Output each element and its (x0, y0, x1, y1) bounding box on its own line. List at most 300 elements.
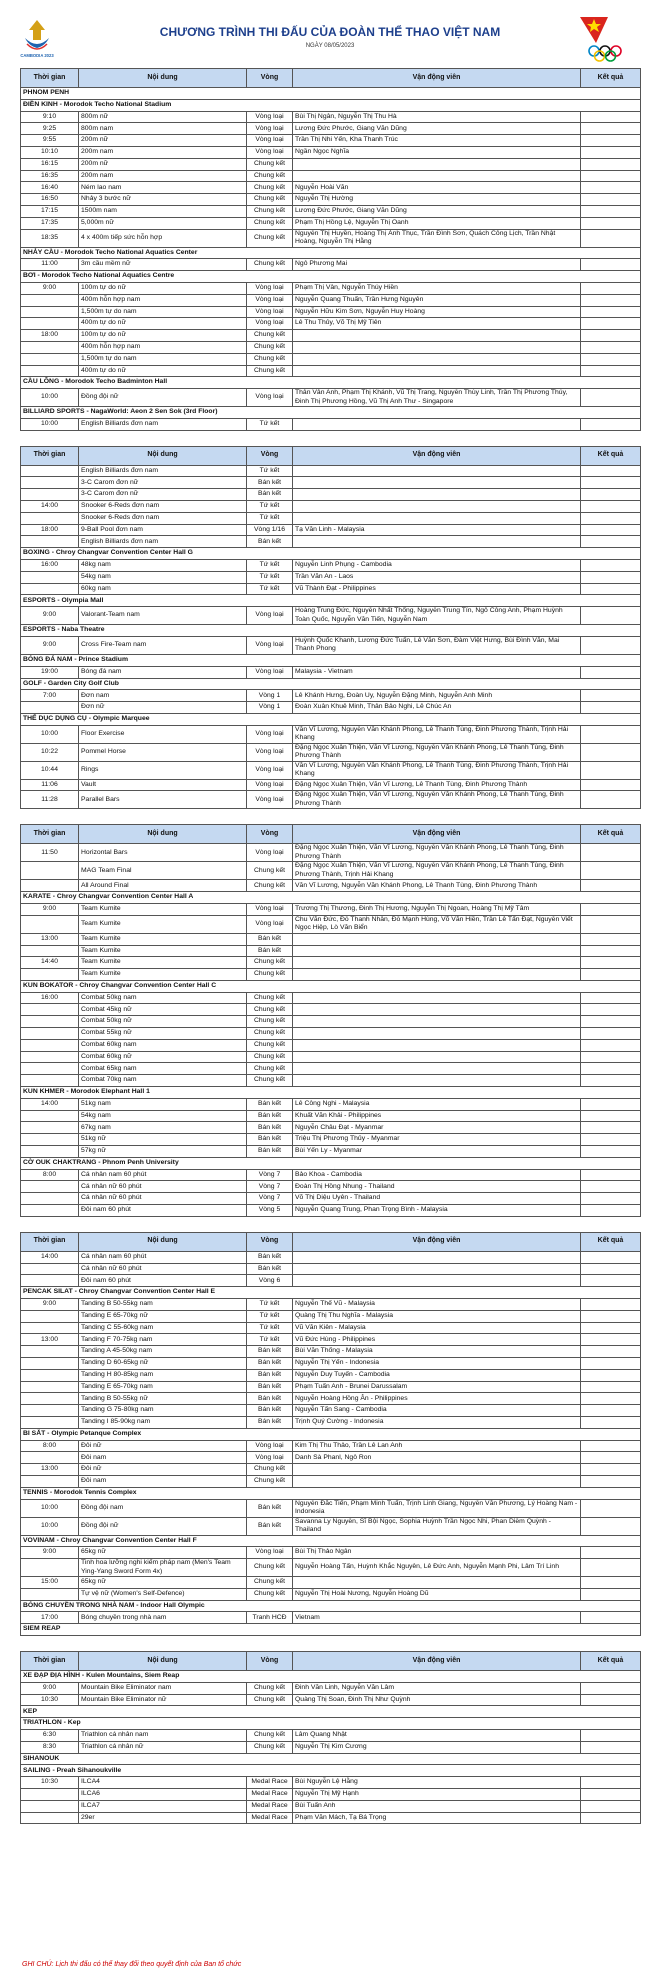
round-cell: Chung kết (247, 1063, 293, 1075)
time-cell: 18:35 (21, 229, 79, 247)
result-cell (581, 1275, 641, 1287)
result-cell (581, 1322, 641, 1334)
round-cell: Vòng loại (247, 725, 293, 743)
event-cell: 200m nữ (79, 158, 247, 170)
athletes-cell: Bùi Văn Thống - Malaysia (293, 1346, 581, 1358)
result-cell (581, 583, 641, 595)
event-cell: 29er (79, 1812, 247, 1824)
time-cell: 9:00 (21, 903, 79, 915)
event-cell: 5,000m nữ (79, 217, 247, 229)
event-cell: Tanding B 50-55kg nam (79, 1299, 247, 1311)
result-cell (581, 229, 641, 247)
round-cell: Chung kết (247, 1559, 293, 1577)
athletes-cell: Trương Thị Thương, Đinh Thị Hương, Nguyễn Thị Ngoan, Hoàng Thị Mỹ Tâm (293, 903, 581, 915)
region-heading (21, 1706, 641, 1718)
table-row (21, 636, 641, 654)
table-row (21, 123, 641, 135)
event-cell: Parallel Bars (79, 791, 247, 809)
time-cell (21, 945, 79, 957)
time-cell: 9:00 (21, 1682, 79, 1694)
round-cell: Chung kết (247, 1075, 293, 1087)
table-row (21, 111, 641, 123)
time-cell: 8:30 (21, 1741, 79, 1753)
round-cell: Bán kết (247, 1517, 293, 1535)
table-row (21, 524, 641, 536)
round-cell: Bán kết (247, 1416, 293, 1428)
result-cell (581, 1440, 641, 1452)
athletes-cell: Lương Đức Phước, Giang Văn Dũng (293, 205, 581, 217)
time-cell (21, 353, 79, 365)
athletes-cell: Tạ Văn Linh - Malaysia (293, 524, 581, 536)
event-cell: Combat 60kg nữ (79, 1051, 247, 1063)
result-cell (581, 1063, 641, 1075)
result-cell (581, 182, 641, 194)
athletes-cell: Đinh Văn Linh, Nguyễn Văn Lâm (293, 1682, 581, 1694)
event-cell: Combat 50kg nam (79, 992, 247, 1004)
time-cell (21, 1452, 79, 1464)
result-cell (581, 477, 641, 489)
event-cell: 3m cầu mềm nữ (79, 259, 247, 271)
athletes-cell: Khuất Văn Khải - Philippines (293, 1110, 581, 1122)
result-cell (581, 194, 641, 206)
athletes-cell: Nguyễn Duy Tuyến - Cambodia (293, 1369, 581, 1381)
section-label: CẦU LÔNG - Morodok Techo Badminton Hall (21, 377, 641, 389)
event-cell: ILCA6 (79, 1789, 247, 1801)
table-row (21, 1016, 641, 1028)
time-cell (21, 1416, 79, 1428)
event-cell: 400m tự do nữ (79, 318, 247, 330)
venue-heading (21, 1157, 641, 1169)
result-cell (581, 666, 641, 678)
athletes-cell (293, 1016, 581, 1028)
column-header: Kết quả (581, 446, 641, 465)
table-row (21, 1416, 641, 1428)
result-cell (581, 1205, 641, 1217)
table-row (21, 1322, 641, 1334)
athletes-cell (293, 1577, 581, 1589)
event-cell: 200m nam (79, 170, 247, 182)
round-cell: Chung kết (247, 992, 293, 1004)
round-cell: Bán kết (247, 1369, 293, 1381)
athletes-cell: Nguyễn Đắc Tiến, Phạm Minh Tuấn, Trịnh Linh Giang, Nguyễn Văn Phương, Lý Hoàng Nam - Indonesia (293, 1499, 581, 1517)
event-cell: 200m nữ (79, 135, 247, 147)
round-cell: Tứ kết (247, 1322, 293, 1334)
round-cell: Chung kết (247, 957, 293, 969)
venue-heading (21, 377, 641, 389)
table-row (21, 1612, 641, 1624)
round-cell: Vòng 5 (247, 1205, 293, 1217)
table-row (21, 294, 641, 306)
table-row (21, 353, 641, 365)
column-header: Vòng (247, 446, 293, 465)
event-cell: English Billiards đơn nam (79, 418, 247, 430)
table-row (21, 583, 641, 595)
time-cell: 15:00 (21, 1577, 79, 1589)
result-cell (581, 880, 641, 892)
table-row (21, 862, 641, 880)
athletes-cell (293, 1039, 581, 1051)
athletes-cell: Đặng Ngọc Xuân Thiện, Văn Vĩ Lương, Lê Thanh Tùng, Đinh Phương Thành (293, 779, 581, 791)
athletes-cell: Nguyễn Hoài Văn (293, 182, 581, 194)
column-header: Thời gian (21, 1232, 79, 1251)
event-cell: Valorant-Team nam (79, 607, 247, 625)
event-cell: Snooker 6-Reds đơn nam (79, 501, 247, 513)
event-cell: Triathlon cá nhân nữ (79, 1741, 247, 1753)
table-row (21, 690, 641, 702)
athletes-cell (293, 957, 581, 969)
result-cell (581, 933, 641, 945)
column-header: Thời gian (21, 1652, 79, 1671)
round-cell: Tứ kết (247, 571, 293, 583)
result-cell (581, 1452, 641, 1464)
round-cell: Chung kết (247, 1682, 293, 1694)
time-cell (21, 1028, 79, 1040)
event-cell: Đơn nữ (79, 702, 247, 714)
sea-games-logo-icon (19, 16, 55, 64)
table-row (21, 969, 641, 981)
time-cell (21, 341, 79, 353)
athletes-cell: Thân Vân Anh, Phạm Thị Khánh, Vũ Thị Trang, Nguyễn Thùy Linh, Trần Thị Phương Thúy, Đinh Thị Phương Hồng, Vũ Thị Anh Thư - Singapore (293, 389, 581, 407)
section-label: SIHANOUK (21, 1753, 641, 1765)
event-cell: Cá nhân nam 60 phút (79, 1251, 247, 1263)
result-cell (581, 1263, 641, 1275)
footer-note: GHI CHÚ: Lịch thi đấu có thể thay đổi theo quyết định của Ban tổ chức (22, 1961, 242, 1968)
round-cell: Bán kết (247, 489, 293, 501)
venue-heading (21, 595, 641, 607)
section-label: BILLIARD SPORTS - NagaWorld: Aeon 2 Sen Sok (3rd Floor) (21, 407, 641, 419)
section-label: TENNIS - Morodok Tennis Complex (21, 1487, 641, 1499)
table-row (21, 1075, 641, 1087)
section-label: KUN KHMER - Morodok Elephant Hall 1 (21, 1087, 641, 1099)
athletes-cell: Bùi Thị Ngân, Nguyễn Thị Thu Hà (293, 111, 581, 123)
time-cell (21, 1063, 79, 1075)
section-label: NHẢY CẦU - Morodok Techo National Aquatics Center (21, 247, 641, 259)
time-cell: 16:15 (21, 158, 79, 170)
athletes-cell: Đoàn Thị Hồng Nhung - Thailand (293, 1181, 581, 1193)
table-row (21, 489, 641, 501)
time-cell: 10:00 (21, 725, 79, 743)
venue-heading (21, 1087, 641, 1099)
olympic-flag-logo-icon (574, 15, 634, 65)
result-cell (581, 1577, 641, 1589)
table-row (21, 957, 641, 969)
table-row (21, 365, 641, 377)
section-label: BOXING - Chroy Changvar Convention Center Hall G (21, 548, 641, 560)
round-cell: Vòng 6 (247, 1275, 293, 1287)
event-cell: 54kg nam (79, 571, 247, 583)
table-row (21, 205, 641, 217)
event-cell: 9-Ball Pool đơn nam (79, 524, 247, 536)
time-cell: 10:30 (21, 1694, 79, 1706)
athletes-cell (293, 1275, 581, 1287)
section-label: PHNOM PENH (21, 88, 641, 100)
time-cell (21, 489, 79, 501)
athletes-cell: Nguyễn Thị Mỹ Hạnh (293, 1789, 581, 1801)
event-cell: Team Kumite (79, 945, 247, 957)
schedule-table (20, 446, 641, 810)
athletes-cell (293, 353, 581, 365)
section-label: THỂ DỤC DỤNG CỤ - Olympic Marquee (21, 713, 641, 725)
event-cell: Floor Exercise (79, 725, 247, 743)
event-cell: Đồng đội nữ (79, 389, 247, 407)
athletes-cell: Hoàng Trung Đức, Nguyễn Nhất Thống, Nguyễn Trung Tín, Ngô Công Anh, Phạm Huỳnh Toàn Quốc, Nguyễn Văn Tiến, Nguyễn Nam (293, 607, 581, 625)
schedule-table (20, 68, 641, 431)
time-cell (21, 1310, 79, 1322)
column-header: Vòng (247, 825, 293, 844)
athletes-cell (293, 330, 581, 342)
venue-heading (21, 247, 641, 259)
time-cell: 9:55 (21, 135, 79, 147)
athletes-cell: Nguyễn Thị Hoài Nương, Nguyễn Hoàng Dũ (293, 1588, 581, 1600)
round-cell: Bán kết (247, 1134, 293, 1146)
time-cell: 10:10 (21, 146, 79, 158)
round-cell: Chung kết (247, 1016, 293, 1028)
round-cell: Vòng loại (247, 146, 293, 158)
athletes-cell: Lê Công Nghi - Malaysia (293, 1098, 581, 1110)
time-cell: 6:30 (21, 1730, 79, 1742)
athletes-cell (293, 1075, 581, 1087)
result-cell (581, 1499, 641, 1517)
event-cell: 3-C Carom đơn nữ (79, 477, 247, 489)
athletes-cell (293, 1004, 581, 1016)
round-cell: Chung kết (247, 1730, 293, 1742)
time-cell (21, 1322, 79, 1334)
table-row (21, 1440, 641, 1452)
round-cell: Tứ kết (247, 465, 293, 477)
athletes-cell: Huỳnh Quốc Khanh, Lương Đức Tuấn, Lê Văn Sơn, Đàm Việt Hưng, Bùi Đình Văn, Mai Thanh Phong (293, 636, 581, 654)
table-row (21, 791, 641, 809)
athletes-cell: Savanna Ly Nguyễn, Sĩ Bội Ngọc, Sophia Huỳnh Trần Ngọc Nhi, Phan Diễm Quỳnh - Thailand (293, 1517, 581, 1535)
result-cell (581, 524, 641, 536)
table-row (21, 1193, 641, 1205)
section-label: BÓNG CHUYỀN TRONG NHÀ NAM - Indoor Hall Olympic (21, 1600, 641, 1612)
time-cell: 17:35 (21, 217, 79, 229)
event-cell: English Billiards đơn nam (79, 536, 247, 548)
round-cell: Bán kết (247, 1346, 293, 1358)
table-row (21, 702, 641, 714)
result-cell (581, 389, 641, 407)
column-header: Thời gian (21, 446, 79, 465)
event-cell: Combat 50kg nữ (79, 1016, 247, 1028)
event-cell: MAG Team Final (79, 862, 247, 880)
round-cell: Chung kết (247, 1577, 293, 1589)
venue-heading (21, 713, 641, 725)
event-cell: 100m tự do nữ (79, 330, 247, 342)
round-cell: Bán kết (247, 1098, 293, 1110)
round-cell: Bán kết (247, 1263, 293, 1275)
athletes-cell (293, 512, 581, 524)
result-cell (581, 170, 641, 182)
event-cell: Bóng chuyền trong nhà nam (79, 1612, 247, 1624)
venue-heading (21, 548, 641, 560)
athletes-cell: Chu Văn Đức, Đỗ Thanh Nhân, Đỗ Mạnh Hùng, Võ Văn Hiền, Trần Lê Tấn Đạt, Nguyễn Viết Ngọc Hiệp, Lò Văn Biển (293, 915, 581, 933)
event-cell: Combat 55kg nữ (79, 1028, 247, 1040)
section-label: TRIATHLON - Kep (21, 1718, 641, 1730)
round-cell: Vòng 1 (247, 702, 293, 714)
result-cell (581, 341, 641, 353)
result-cell (581, 111, 641, 123)
section-label: KUN BOKATOR - Chroy Changvar Convention Center Hall C (21, 980, 641, 992)
athletes-cell: Phạm Văn Mách, Tạ Bá Trọng (293, 1812, 581, 1824)
time-cell (21, 536, 79, 548)
schedule-table (20, 1651, 641, 1824)
round-cell: Vòng loại (247, 1440, 293, 1452)
time-cell (21, 1004, 79, 1016)
round-cell: Tứ kết (247, 560, 293, 572)
event-cell: Cross Fire-Team nam (79, 636, 247, 654)
table-row (21, 1251, 641, 1263)
table-row (21, 1577, 641, 1589)
event-cell: Tự vệ nữ (Women's Self-Defence) (79, 1588, 247, 1600)
table-row (21, 1559, 641, 1577)
event-cell: Bóng đá nam (79, 666, 247, 678)
table-row (21, 1004, 641, 1016)
round-cell: Chung kết (247, 1039, 293, 1051)
result-cell (581, 1464, 641, 1476)
event-cell: Combat 45kg nữ (79, 1004, 247, 1016)
result-cell (581, 903, 641, 915)
athletes-cell (293, 933, 581, 945)
round-cell: Chung kết (247, 1464, 293, 1476)
result-cell (581, 1051, 641, 1063)
athletes-cell: Triệu Thị Phương Thủy - Myanmar (293, 1134, 581, 1146)
round-cell: Bán kết (247, 1110, 293, 1122)
result-cell (581, 536, 641, 548)
time-cell (21, 1346, 79, 1358)
athletes-cell: Vũ Văn Kiên - Malaysia (293, 1322, 581, 1334)
column-header: Nội dung (79, 69, 247, 88)
result-cell (581, 607, 641, 625)
time-cell: 14:40 (21, 957, 79, 969)
time-cell: 14:00 (21, 1251, 79, 1263)
event-cell: 65kg nữ (79, 1577, 247, 1589)
round-cell: Vòng loại (247, 607, 293, 625)
event-cell: 54kg nam (79, 1110, 247, 1122)
result-cell (581, 294, 641, 306)
event-cell: Cá nhân nữ 60 phút (79, 1193, 247, 1205)
round-cell: Chung kết (247, 205, 293, 217)
venue-heading (21, 1765, 641, 1777)
round-cell: Chung kết (247, 969, 293, 981)
athletes-cell (293, 477, 581, 489)
round-cell: Vòng 7 (247, 1181, 293, 1193)
time-cell: 10:00 (21, 389, 79, 407)
result-cell (581, 1812, 641, 1824)
time-cell: 10:00 (21, 418, 79, 430)
round-cell: Vòng loại (247, 791, 293, 809)
event-cell: Tanding E 65-70kg nam (79, 1381, 247, 1393)
event-cell: 400m hỗn hợp nam (79, 294, 247, 306)
result-cell (581, 571, 641, 583)
result-cell (581, 217, 641, 229)
result-cell (581, 1694, 641, 1706)
event-cell: Mountain Bike Eliminator nữ (79, 1694, 247, 1706)
time-cell (21, 1051, 79, 1063)
event-cell: Tanding A 45-50kg nam (79, 1346, 247, 1358)
result-cell (581, 1682, 641, 1694)
time-cell (21, 915, 79, 933)
result-cell (581, 1110, 641, 1122)
event-cell: Tanding E 65-70kg nữ (79, 1310, 247, 1322)
time-cell (21, 1369, 79, 1381)
time-cell: 10:44 (21, 761, 79, 779)
time-cell: 11:50 (21, 844, 79, 862)
athletes-cell: Phạm Thị Hồng Lệ, Nguyễn Thị Oanh (293, 217, 581, 229)
table-row (21, 666, 641, 678)
athletes-cell (293, 1028, 581, 1040)
round-cell: Tứ kết (247, 501, 293, 513)
round-cell: Tứ kết (247, 1299, 293, 1311)
event-cell: 1,500m tự do nam (79, 353, 247, 365)
venue-heading (21, 1487, 641, 1499)
table-row (21, 761, 641, 779)
event-cell: Team Kumite (79, 903, 247, 915)
table-row (21, 1588, 641, 1600)
venue-heading (21, 407, 641, 419)
time-cell (21, 365, 79, 377)
athletes-cell: Danh Sà Phanl, Ngô Ron (293, 1452, 581, 1464)
athletes-cell: Bảo Khoa - Cambodia (293, 1169, 581, 1181)
round-cell: Tứ kết (247, 583, 293, 595)
section-label: BƠI - Morodok Techo National Aquatics Centre (21, 271, 641, 283)
time-cell: 17:15 (21, 205, 79, 217)
venue-heading (21, 1671, 641, 1683)
round-cell: Vòng loại (247, 282, 293, 294)
round-cell: Tứ kết (247, 512, 293, 524)
event-cell: Team Kumite (79, 969, 247, 981)
section-label: XE ĐẠP ĐỊA HÌNH - Kulen Mountains, Siem Reap (21, 1671, 641, 1683)
table-row (21, 880, 641, 892)
athletes-cell: Trần Thị Nhi Yến, Kha Thanh Trúc (293, 135, 581, 147)
result-cell (581, 1381, 641, 1393)
table-row (21, 1789, 641, 1801)
athletes-cell: Võ Thị Diệu Uyên - Thailand (293, 1193, 581, 1205)
result-cell (581, 1741, 641, 1753)
result-cell (581, 1193, 641, 1205)
event-cell: Cá nhân nữ 60 phút (79, 1263, 247, 1275)
event-cell: 400m tự do nữ (79, 365, 247, 377)
athletes-cell: Bùi Tuấn Anh (293, 1800, 581, 1812)
event-cell: 1,500m tự do nam (79, 306, 247, 318)
section-label: VOVINAM - Chroy Changvar Convention Center Hall F (21, 1535, 641, 1547)
event-cell: Đôi nữ (79, 1464, 247, 1476)
event-cell: Tanding F 70-75kg nam (79, 1334, 247, 1346)
round-cell: Vòng loại (247, 779, 293, 791)
result-cell (581, 259, 641, 271)
time-cell: 8:00 (21, 1440, 79, 1452)
event-cell: Vault (79, 779, 247, 791)
table-row (21, 1028, 641, 1040)
event-cell: Đồng đội nam (79, 1499, 247, 1517)
table-row (21, 477, 641, 489)
result-cell (581, 791, 641, 809)
time-cell (21, 512, 79, 524)
event-cell: Combat 65kg nam (79, 1063, 247, 1075)
result-cell (581, 1588, 641, 1600)
venue-heading (21, 99, 641, 111)
round-cell: Medal Race (247, 1812, 293, 1824)
table-row (21, 1405, 641, 1417)
table-row (21, 1393, 641, 1405)
table-row (21, 1146, 641, 1158)
event-cell: 51kg nữ (79, 1134, 247, 1146)
time-cell (21, 306, 79, 318)
event-cell: Tanding B 50-55kg nữ (79, 1393, 247, 1405)
athletes-cell (293, 1063, 581, 1075)
time-cell (21, 969, 79, 981)
result-cell (581, 1004, 641, 1016)
column-header: Kết quả (581, 825, 641, 844)
